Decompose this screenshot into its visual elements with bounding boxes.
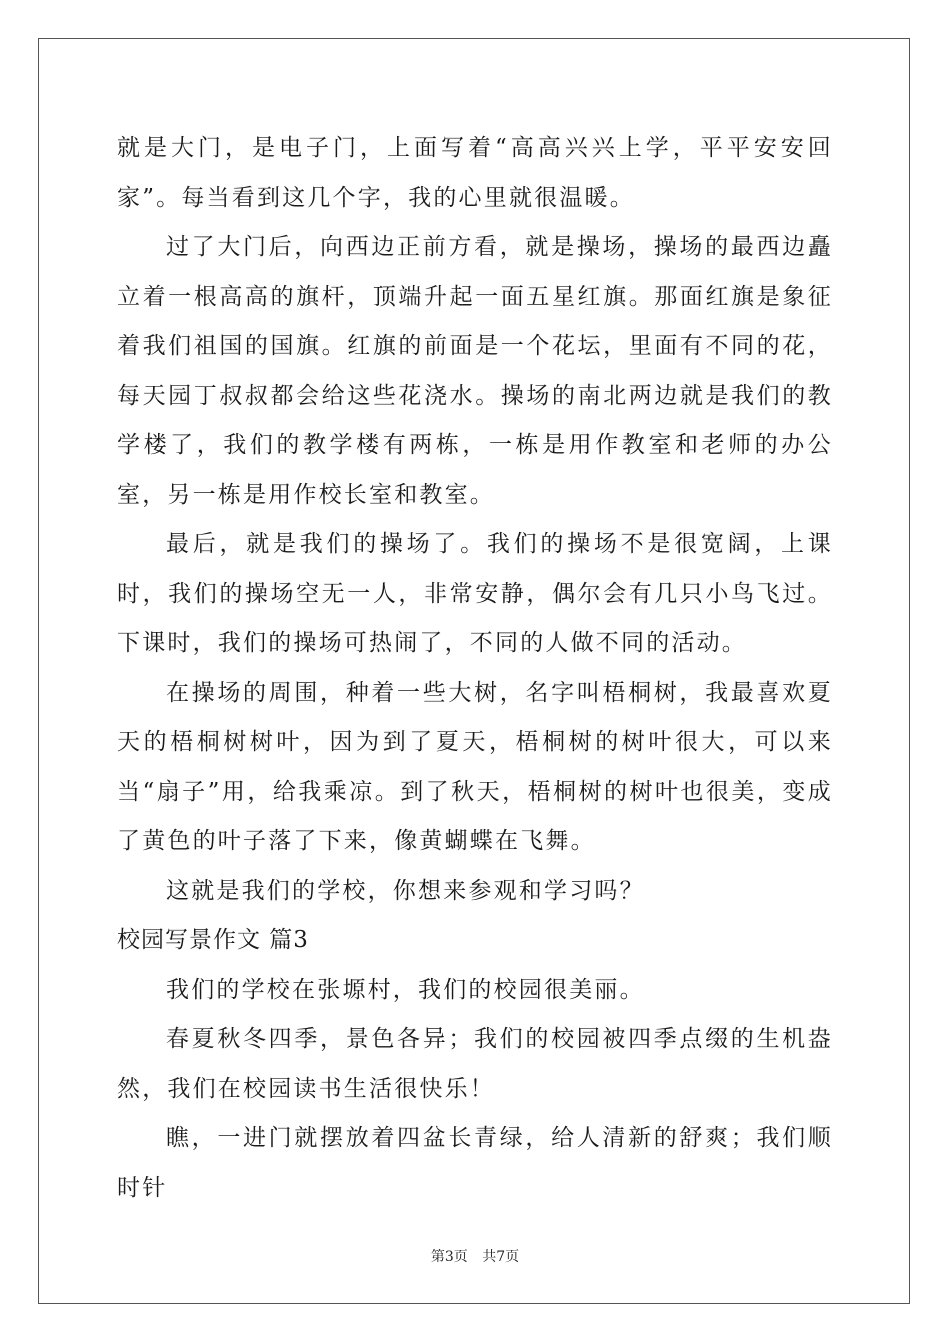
paragraph-seasons: 春夏秋冬四季，景色各异；我们的校园被四季点缀的生机盎然，我们在校园读书生活很快乐！ xyxy=(117,1026,833,1102)
page-number-current: 第3页 xyxy=(430,1249,468,1265)
page-number-total: 共7页 xyxy=(482,1249,520,1265)
paragraph-playground: 最后，就是我们的操场了。我们的操场不是很宽阔，上课时，我们的操场空无一人，非常安静，偶尔会有几只小鸟飞过。下课时，我们的操场可热闹了，不同的人做不同的活动。 xyxy=(117,531,833,656)
paragraph-closing: 这就是我们的学校，你想来参观和学习吗？ xyxy=(166,877,645,904)
paragraph-gate-flag: 过了大门后，向西边正前方看，就是操场，操场的最西边矗立着一根高高的旗杆，顶端升起一面五星红旗。那面红旗是象征着我们祖国的国旗。红旗的前面是一个花坛，里面有不同的花，每天园丁叔叔都会给这些花浇水。操场的南北两边就是我们的教学楼了，我们的教学楼有两栋，一栋是用作教室和老师的办公室，另一栋是用作校长室和教室。 xyxy=(117,234,833,508)
paragraph-trees: 在操场的周围，种着一些大树，名字叫梧桐树，我最喜欢夏天的梧桐树树叶，因为到了夏天，梧桐树的树叶很大，可以来当“扇子”用，给我乘凉。到了秋天，梧桐树的树叶也很美，变成了黄色的叶子落了下来，像黄蝴蝶在飞舞。 xyxy=(117,679,833,854)
paragraph-school-location: 我们的学校在张塬村，我们的校园很美丽。 xyxy=(166,976,645,1003)
document-body xyxy=(117,124,833,1213)
section-heading: 校园写景作文 篇3 xyxy=(117,927,309,953)
paragraph-entrance: 瞧，一进门就摆放着四盆长青绿，给人清新的舒爽；我们顺时针 xyxy=(117,1125,833,1201)
page-footer xyxy=(0,1246,950,1266)
paragraph-continuation: 就是大门，是电子门，上面写着“高高兴兴上学，平平安安回家”。每当看到这几个字，我的心里就很温暖。 xyxy=(117,135,833,211)
